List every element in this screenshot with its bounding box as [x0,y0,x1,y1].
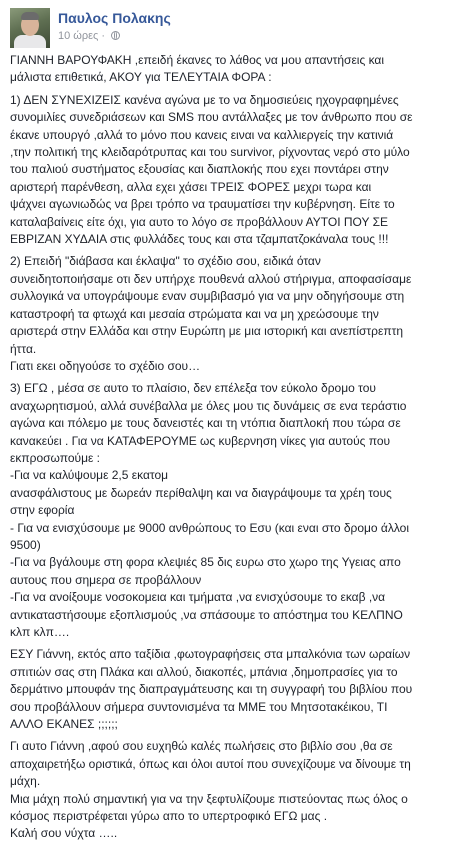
post-paragraph: ΓΙΑΝΝΗ ΒΑΡΟΥΦΑΚΗ ,επειδή έκανες το λάθος να μου απαντήσεις και μάλιστα επιθετικά, ΑΚΟΥ για ΤΕΛΕΥΤΑΙΑ ΦΟΡΑ : [10,53,385,85]
post-header [10,8,450,48]
avatar[interactable] [10,8,50,48]
post-meta [58,30,120,42]
avatar-hair [21,12,39,20]
post-paragraph: ΕΣΥ Γιάννη, εκτός απο ταξίδια ,φωτογραφήσεις στα μπαλκόνια των ωραίων σπιτιών σας στη Πλάκα και αλλού, διακοπές, μπάνια ,δημοπρασίες για το δερμάτινο μπουφάν της διαπραγμάτευσης και τη συγγραφή του βιβλίου που σου προβάλλουν σήμερα συντονισμένα τα ΜΜΕ του Μητσοτακέικου, ΤΙ ΑΛΛΟ ΕΚΑΝΕΣ ;;;;;; [10,647,413,732]
globe-icon[interactable] [111,31,120,40]
author-name[interactable]: Παυλος Πολακης [58,10,171,26]
post-paragraph: Γι αυτο Γιάννη ,αφού σου ευχηθώ καλές πωλήσεις στο βιβλίο σου ,θα σε αποχαιρετήξω οριστικά, όπως και όλοι αυτοί που συνεχίζουμε να δίνουμε τη μάχη. Μια μάχη πολύ σημαντική για να την ξεφτυλίζουμε πιστεύοντας πως όλος ο κόσμος περιστρέφεται γύρω απο το υπερτροφικό ΕΓΩ μας . Καλή σου νύχτα ….. [10,739,411,841]
post-paragraph: 2) Επειδή "διάβασα και έκλαψα" το σχέδιο σου, ειδικά όταν συνειδητοποιήσαμε οτι δεν υπήρχε πουθενά αλλού στήριγμα, αποφασίσαμε συλλογικά να υπογράψουμε εναν συμβιβασμό για να μην οδηγήσουμε στη καταστροφή τα φτωχά και μεσαία στρώματα και να μη χρεώσουμε την αριστερά στην Ελλάδα και στην Ευρώπη με μια ιστορική και ανεπίστρεπτη ήττα. Γιατι εκει οδηγούσε το σχέδιο σου… [10,254,412,373]
post-paragraph: 3) ΕΓΩ , μέσα σε αυτο το πλαίσιο, δεν επέλεξα τον εύκολο δρομο του αναχωρητισμού, αλλά συνέβαλλα με όλες μου τις δυνάμεις σε ενα τεράστιο αγώνα και πόλεμο με τους δανειστές και τη ντόπια διαπλοκή που τώρα σε κανακεύει . Για να ΚΑΤΑΦΕΡΟΥΜΕ ως κυβερνηση νίκες για αυτούς που εκπροσωπούμε : -Για να καλύψουμε 2,5 εκατομ ανασφάλιστους με δωρεάν περίθαλψη και να διαγράψουμε τα χρέη τους στην εφορία - Για να ενισχύσουμε με 9000 ανθρώπους το Εσυ (και εναι στο δρομο άλλοι 9500) -Για να βγάλουμε στη φορα κλεψιές 85 δις ευρω στο χωρο της Υγειας απο αυτους που σημερα σε προβάλλουν -Για να ανοίξουμε νοσοκομεια και τμήματα ,να ενισχύσουμε το εκαβ ,να αντικαταστήσουμε εξοπλισμούς ,να σπάσουμε το απόστημα του ΚΕΛΠΝΟ κλπ κλπ…. [10,381,410,639]
post-paragraph: 1) ΔΕΝ ΣΥΝΕΧΙΖΕΙΣ κανένα αγώνα με το να δημοσιεύεις ηχογραφημένες συνομιλίες συνεδριάσεων και SMS που αντάλλαξες με τον άνθρωπο που σε έκανε υπουργό ,αλλά το μόνο που κανεις ειναι να καλλιεργείς την κατινιά ,την πολιτική της κλειδαρότρυπας και του survivor, ρίχνοντας νερό στο μύλο του παλιού συστήματος εξουσίας και διαπλοκής που εχει ποντάρει στην αριστερή παρένθεση, αλλα εχει χάσει ΤΡΕΙΣ ΦΟΡΕΣ μεχρι τωρα και ψάχνει αγωνιωδώς να βρει τρόπο να τραυματίσει την κυβέρνηση. Είτε το καταλαβαίνεις είτε όχι, για αυτο το λόγο σε προβάλλουν ΑΥΤΟΙ ΠΟΥ ΣΕ ΕΒΡΙΖΑΝ ΧΥΔΑΙΑ στις φυλλάδες τους και στα τζαμπατζοκάναλα τους !!! [10,92,413,247]
post-timestamp[interactable]: 10 ώρες [58,30,99,42]
meta-separator: · [101,30,106,42]
avatar-shirt [14,35,46,48]
post-body [10,52,450,843]
